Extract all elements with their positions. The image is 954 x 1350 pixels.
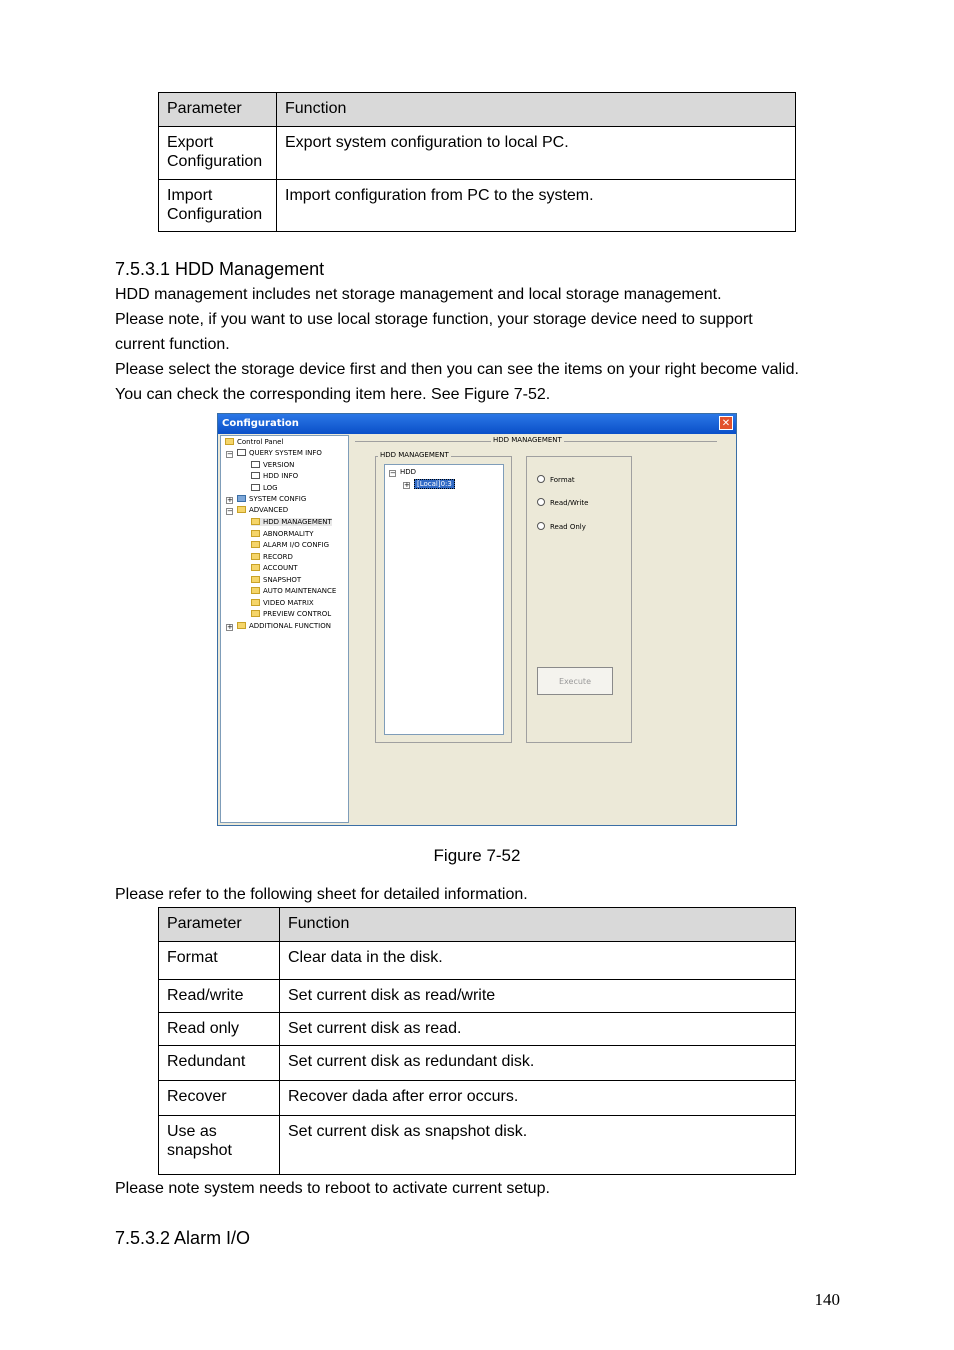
outer-group-label: HDD MANAGEMENT [493, 436, 562, 444]
execute-button[interactable]: Execute [537, 667, 613, 695]
radio-read-only[interactable]: Read Only [537, 522, 586, 531]
radio-icon [537, 498, 545, 506]
page-number: 140 [814, 1290, 840, 1309]
param-cell: Read/write [159, 980, 280, 1013]
folder-icon [251, 599, 260, 606]
tree-item-alarm-io-config[interactable]: ALARM I/O CONFIG [251, 541, 329, 549]
tree-item-hdd-management[interactable]: HDD MANAGEMENT [251, 518, 332, 526]
paragraph-line: Please note, if you want to use local storage function, your storage device need to support [115, 311, 753, 328]
notepad-icon [251, 461, 260, 468]
tools-icon [237, 506, 246, 513]
collapse-icon[interactable]: − [227, 507, 233, 515]
tree-item-query-system-info[interactable]: QUERY SYSTEM INFO [237, 449, 322, 457]
param-cell: Export Configuration [159, 127, 277, 180]
tree-item-snapshot[interactable]: SNAPSHOT [251, 576, 301, 584]
expand-icon[interactable]: + [227, 623, 233, 631]
folder-icon [251, 553, 260, 560]
refer-line: Please refer to the following sheet for detailed information. [115, 886, 528, 903]
tree-item-record[interactable]: RECORD [251, 553, 293, 561]
settings-icon [237, 495, 246, 502]
param-cell: Format [159, 942, 280, 980]
tree-item-version[interactable]: VERSION [251, 461, 294, 469]
tree-item-auto-maintenance[interactable]: AUTO MAINTENANCE [251, 587, 336, 595]
tree-item-additional-function[interactable]: ADDITIONAL FUNCTION [237, 622, 331, 630]
radio-format[interactable]: Format [537, 475, 575, 484]
window-title: Configuration [222, 418, 299, 429]
reboot-note: Please note system needs to reboot to activate current setup. [115, 1180, 550, 1197]
table-header-row [159, 908, 796, 942]
table-row [159, 1116, 796, 1175]
paragraph-line: Please select the storage device first and then you can see the items on your right become valid. [115, 361, 799, 378]
tree-item-video-matrix[interactable]: VIDEO MATRIX [251, 599, 314, 607]
folder-icon [251, 576, 260, 583]
folder-icon [225, 438, 234, 445]
table-row [159, 127, 796, 180]
section-heading-hdd-management: 7.5.3.1 HDD Management [115, 259, 325, 279]
folder-icon [251, 610, 260, 617]
tree-item-hdd-info[interactable]: HDD INFO [251, 472, 298, 480]
hdd-tree-list[interactable] [384, 464, 504, 735]
tree-item-account[interactable]: ACCOUNT [251, 564, 298, 572]
notepad-icon [251, 472, 260, 479]
folder-icon [251, 541, 260, 548]
hdd-local-item[interactable]: [Local]0:3 [414, 479, 455, 489]
window-titlebar [218, 414, 736, 434]
section-heading-alarm-io: 7.5.3.2 Alarm I/O [115, 1228, 251, 1248]
expand-icon[interactable]: + [227, 496, 233, 504]
header-function: Function [280, 908, 796, 942]
folder-icon [251, 564, 260, 571]
header-parameter: Parameter [159, 93, 277, 127]
folder-icon [251, 518, 260, 525]
param-cell: Use as snapshot [159, 1116, 280, 1175]
parameter-table-config [158, 92, 796, 232]
paragraph-line: HDD management includes net storage management and local storage management. [115, 286, 722, 303]
paragraph-line: You can check the corresponding item here. See Figure 7-52. [115, 386, 551, 403]
function-cell: Export system configuration to local PC. [277, 127, 796, 180]
header-parameter: Parameter [159, 908, 280, 942]
table-row [159, 180, 796, 232]
configuration-window-screenshot [217, 413, 737, 826]
param-cell: Recover [159, 1081, 280, 1116]
tree-item-control-panel[interactable]: Control Panel [225, 438, 283, 446]
function-cell: Set current disk as read/write [280, 980, 796, 1013]
function-cell: Recover dada after error occurs. [280, 1081, 796, 1116]
table-row [159, 1081, 796, 1116]
figure-caption: Figure 7-52 [433, 846, 521, 865]
table-row [159, 1046, 796, 1081]
tree-item-log[interactable]: LOG [251, 484, 278, 492]
radio-icon [537, 522, 545, 530]
function-cell: Clear data in the disk. [280, 942, 796, 980]
folder-icon [237, 622, 246, 629]
param-cell: Import Configuration [159, 180, 277, 232]
param-cell: Redundant [159, 1046, 280, 1081]
config-tree-panel [220, 435, 349, 823]
function-cell: Import configuration from PC to the system. [277, 180, 796, 232]
inner-group-label: HDD MANAGEMENT [380, 451, 449, 459]
notepad-icon [237, 449, 246, 456]
tree-item-preview-control[interactable]: PREVIEW CONTROL [251, 610, 331, 618]
collapse-icon[interactable]: − [390, 469, 396, 477]
table-header-row [159, 93, 796, 127]
header-function: Function [277, 93, 796, 127]
folder-icon [251, 530, 260, 537]
parameter-table-hdd [158, 907, 796, 1175]
radio-icon [537, 475, 545, 483]
function-cell: Set current disk as read. [280, 1013, 796, 1046]
table-row [159, 980, 796, 1013]
collapse-icon[interactable]: − [227, 450, 233, 458]
table-row [159, 942, 796, 980]
folder-icon [251, 587, 260, 594]
table-row [159, 1013, 796, 1046]
tree-item-abnormality[interactable]: ABNORMALITY [251, 530, 314, 538]
function-cell: Set current disk as redundant disk. [280, 1046, 796, 1081]
close-icon[interactable]: ✕ [719, 416, 733, 430]
paragraph-line: current function. [115, 336, 230, 353]
param-cell: Read only [159, 1013, 280, 1046]
radio-read-write[interactable]: Read/Write [537, 498, 588, 507]
tree-item-advanced[interactable]: ADVANCED [237, 506, 288, 514]
expand-icon[interactable]: + [404, 481, 410, 489]
tree-item-system-config[interactable]: SYSTEM CONFIG [237, 495, 306, 503]
notepad-icon [251, 484, 260, 491]
hdd-root-node[interactable]: HDD [400, 468, 417, 476]
function-cell: Set current disk as snapshot disk. [280, 1116, 796, 1175]
